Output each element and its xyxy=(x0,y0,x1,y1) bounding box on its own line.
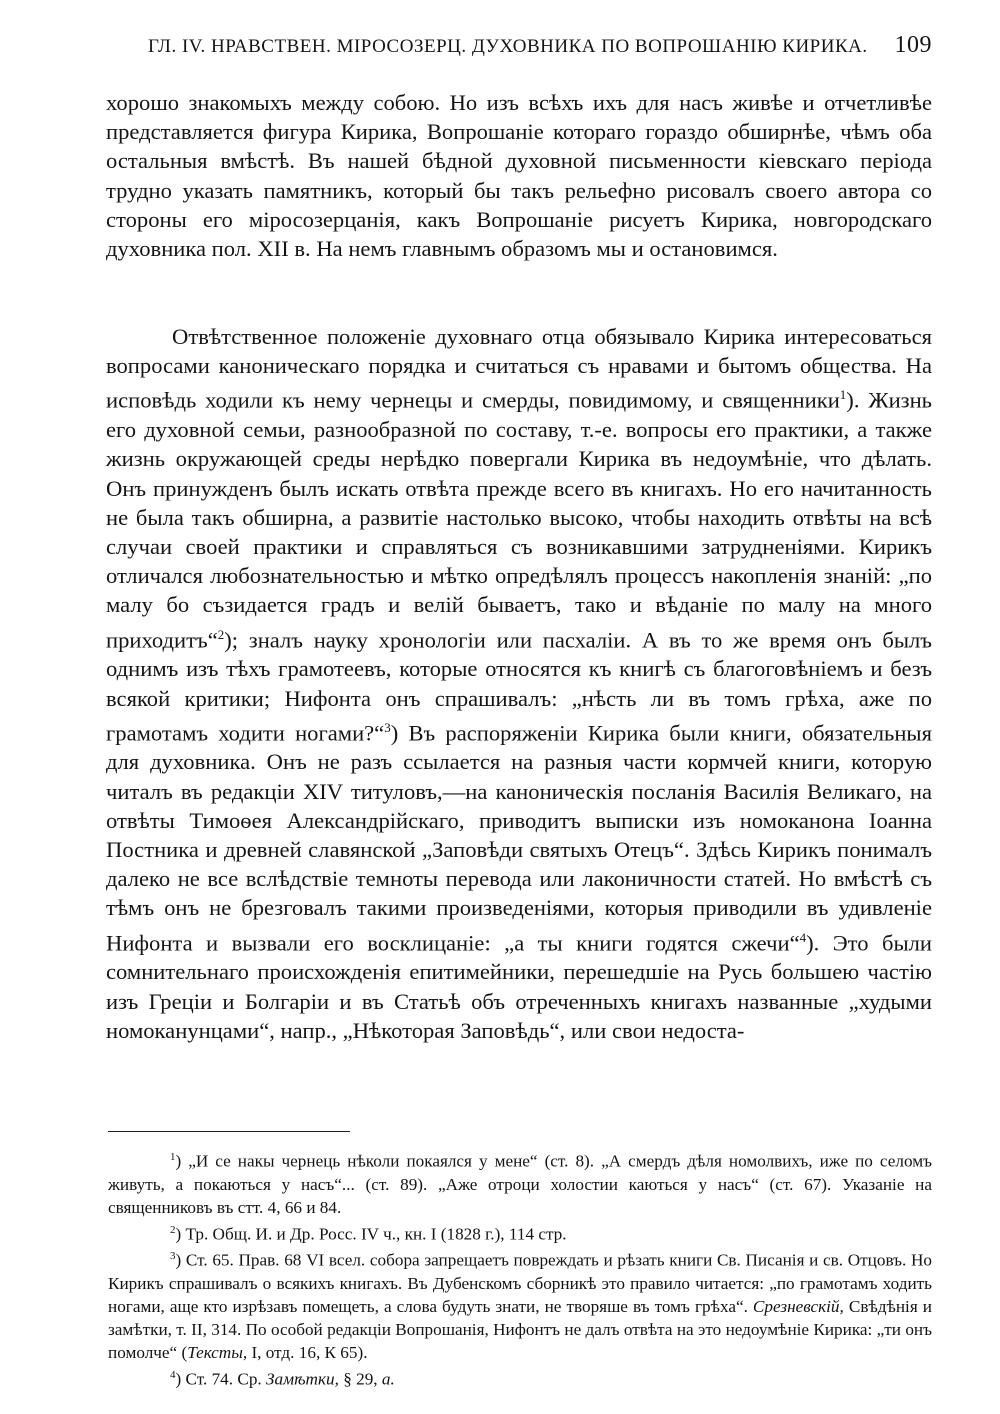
footnote-1 xyxy=(108,1146,932,1219)
paragraph-2-text-e: ). Это были сомнительнаго происхожденія епитимейники, перешедшіе на Русь большею частію изъ Греціи и Болгаріи и въ Статьѣ объ отреченныхъ книгахъ названные „худыми номоканунцами“, напр., „Нѣкоторая Заповѣдь“, или свои недоста- xyxy=(106,930,932,1043)
footnote-2 xyxy=(108,1219,932,1246)
footnote-4-letter: а. xyxy=(381,1369,395,1389)
footnote-ref-3: 3 xyxy=(384,719,391,735)
footnote-3-text-c: I, отд. 16, К 65). xyxy=(247,1343,368,1363)
footnotes xyxy=(108,1146,932,1391)
footnote-ref-2: 2 xyxy=(217,626,225,642)
footnote-4-number: 4 xyxy=(170,1369,176,1382)
footnote-3-number: 3 xyxy=(170,1250,176,1263)
running-title: ГЛ. IV. НРАВСТВЕН. МІРОСОЗЕРЦ. ДУХОВНИКА ПО ВОПРОШАНІЮ КИРИКА. xyxy=(148,36,868,57)
footnote-3 xyxy=(108,1245,932,1364)
footnote-separator xyxy=(108,1131,350,1132)
footnote-2-text: ) Тр. Общ. И. и Др. Росс. IV ч., кн. I (1828 г.), 114 стр. xyxy=(175,1224,567,1244)
footnote-1-number: 1 xyxy=(170,1151,176,1163)
footnote-3-text-b: Свѣдѣнія и замѣтки, т. II, 314. По особой редакціи Вопрошанія, Нифонтъ не далъ отвѣта на это недоумѣніе Кирика: „ти онъ помолче“ ( xyxy=(108,1297,932,1363)
paragraph-2-text-a: Отвѣтственное положеніе духовнаго отца обязывало Кирика интересоваться вопросами каноническаго порядка и считаться съ нравами и бытомъ общества. На исповѣдь ходили къ нему чернецы и смерды, повидимому, и священники xyxy=(106,324,932,413)
footnote-ref-1: 1 xyxy=(839,387,847,403)
paragraph-2 xyxy=(106,322,932,1045)
paragraph-2-text-d: ) Въ распоряженіи Кирика были книги, обязательныя для духовника. Онъ не разъ ссылается на разныя части кормчей книги, которую читалъ въ редакціи XIV титуловъ,—на каноническія посланія Василія Великаго, на отвѣты Тимоѳея Александрійскаго, приводитъ выписки изъ номоканона Іоанна Постника и древней славянской „Заповѣди святыхъ Отецъ“. Здѣсь Кирикъ понималъ далеко не все вслѣдствіе темноты перевода или лаконичности статей. Но вмѣстѣ съ тѣмъ онъ не брезговалъ такими произведеніями, которыя приводили въ удивленіе Нифонта и вызвали его восклицаніе: „а ты книги годятся сжечи“ xyxy=(106,720,932,956)
footnote-3-author: Срезневскій, xyxy=(752,1297,844,1317)
footnote-4 xyxy=(108,1364,932,1391)
page-number: 109 xyxy=(894,32,932,58)
footnote-3-texts: Тексты, xyxy=(187,1343,248,1363)
footnote-4-text-b: § 29, xyxy=(338,1369,382,1389)
footnote-4-text-a: ) Ст. 74. Ср. xyxy=(175,1369,267,1389)
paragraph-2-text-b: ). Жизнь его духовной семьи, разнообразной по составу, т.-е. вопросы его практики, а также жизнь окружающей среды нерѣдко повергали Кирика въ недоумѣніе, что дѣлать. Онъ принужденъ былъ искать отвѣта прежде всего въ книгахъ. Но его начитанность не была такъ обширна, а развитіе настолько высоко, чтобы находить отвѣты на всѣ случаи своей практики и справляться съ возникавшими затрудненіями. Кирикъ отличался любознательностью и мѣтко опредѣлялъ процессъ накопленія знаній: „по малу бо съзидается градъ и велій бываетъ, тако и вѣданіе по малу на много приходитъ“ xyxy=(106,387,932,653)
footnote-3-text-a: ) Ст. 65. Прав. 68 VI всел. собора запрещаетъ повреждать и рѣзать книги Св. Писанія и св. Отцовъ. Но Кирикъ спрашивалъ о всякихъ книгахъ. Въ Дубенскомъ сборникѣ это правило читается: „по грамотамъ ходить ногами, аще кто изрѣзавъ помещеть, а слова будуть знати, не творяше въ томъ грѣха“. xyxy=(108,1251,932,1317)
footnote-ref-4: 4 xyxy=(799,929,807,945)
running-header xyxy=(148,34,932,64)
footnote-1-text: ) „И се накы чернець нѣколи покаялся у мене“ (ст. 8). „А смердъ дѣля номолвихъ, иже по селомъ живуть, а покаються у насъ“... (ст. 89). „Аже отроци холостии каються у насъ“ (ст. 67). Указаніе на священниковъ въ стт. 4, 66 и 84. xyxy=(108,1151,932,1217)
footnote-2-number: 2 xyxy=(170,1223,176,1236)
paragraph-1: хорошо знакомыхъ между собою. Но изъ всѣхъ ихъ для насъ живѣе и отчетливѣе представляется фигура Кирика, Вопрошаніе котораго гораздо обширнѣе, чѣмъ оба остальныя вмѣстѣ. Въ нашей бѣдной духовной письменности кіевскаго періода трудно указать памятникъ, который бы такъ рельефно рисовалъ своего автора со стороны его міросозерцанія, какъ Вопрошаніе рисуетъ Кирика, новгородскаго духовника пол. XII в. На немъ главнымъ образомъ мы и остановимся. xyxy=(106,90,932,262)
footnote-4-zametki: Замѣтки, xyxy=(266,1369,339,1389)
paragraph-2-text-c: ); зналъ науку хронологіи или пасхаліи. А въ то же время онъ былъ однимъ изъ тѣхъ грамотеевъ, которые относятся къ книгѣ съ благоговѣніемъ и безъ всякой критики; Нифонта онъ спрашивалъ: „нѣсть ли въ томъ грѣха, аже по грамотамъ ходити ногами?“ xyxy=(106,627,932,746)
